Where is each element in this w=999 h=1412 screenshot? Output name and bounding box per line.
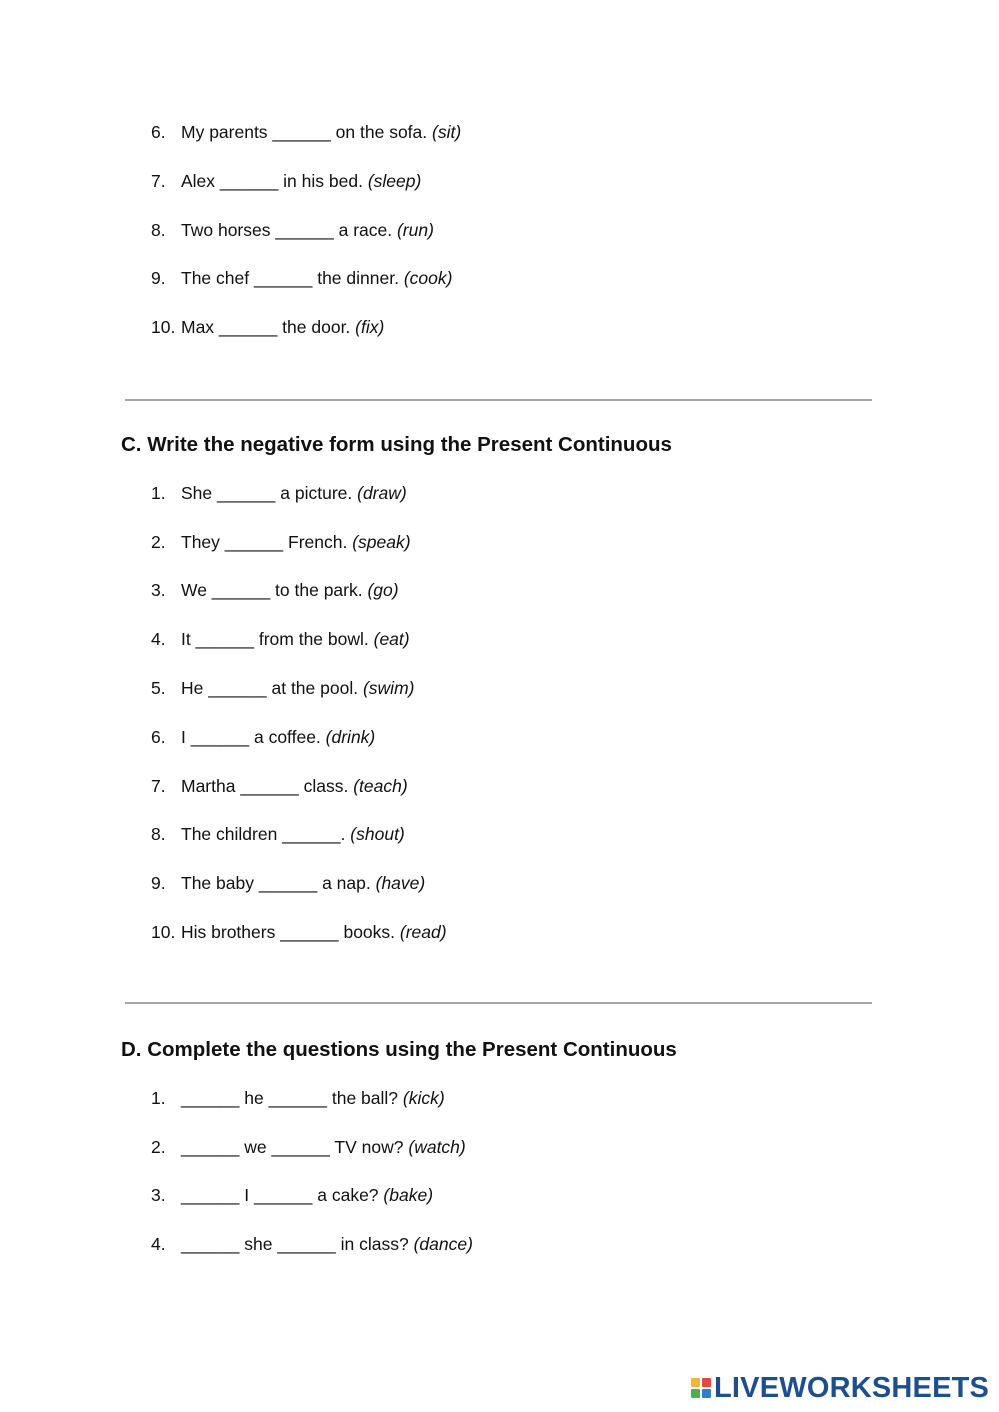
list-item — [151, 267, 452, 289]
list-item — [151, 219, 434, 241]
verb-hint: (speak) — [352, 532, 411, 552]
item-text: We ______ to the park. — [181, 580, 363, 600]
verb-hint: (cook) — [403, 268, 453, 288]
verb-hint: (sleep) — [367, 171, 422, 191]
item-text: It ______ from the bowl. — [181, 629, 369, 649]
list-item — [151, 1087, 445, 1109]
verb-hint: (sit) — [432, 122, 462, 142]
list-item — [151, 1184, 433, 1206]
logo-text: LIVEWORKSHEETS — [714, 1372, 990, 1404]
item-number: 6. — [151, 122, 166, 142]
section-divider — [125, 399, 872, 401]
item-number: 3. — [151, 1185, 166, 1205]
item-number: 6. — [151, 727, 166, 747]
verb-hint: (drink) — [325, 727, 376, 747]
item-text: The baby ______ a nap. — [181, 873, 371, 893]
verb-hint: (swim) — [362, 678, 415, 698]
item-number: 8. — [151, 824, 166, 844]
logo-square-icon — [702, 1378, 711, 1387]
verb-hint: (fix) — [355, 317, 385, 337]
section-divider — [125, 1002, 872, 1004]
list-item — [151, 531, 411, 553]
item-text: I ______ a coffee. — [181, 727, 321, 747]
item-text: They ______ French. — [181, 532, 348, 552]
item-text: ______ she ______ in class? — [181, 1234, 409, 1254]
list-item — [151, 482, 407, 504]
verb-hint: (dance) — [413, 1234, 473, 1254]
item-number: 9. — [151, 268, 166, 288]
item-text: Two horses ______ a race. — [181, 220, 393, 240]
list-item — [151, 170, 421, 192]
verb-hint: (have) — [375, 873, 426, 893]
section-d-title: D. Complete the questions using the Present Continuous — [121, 1038, 677, 1061]
item-text: Max ______ the door. — [181, 317, 351, 337]
item-number: 7. — [151, 776, 166, 796]
list-item — [151, 823, 405, 845]
verb-hint: (teach) — [353, 776, 408, 796]
logo-grid-icon — [691, 1378, 711, 1398]
list-item — [151, 872, 425, 894]
list-item — [151, 1136, 466, 1158]
item-text: He ______ at the pool. — [181, 678, 359, 698]
item-number: 5. — [151, 678, 166, 698]
verb-hint: (read) — [399, 922, 447, 942]
list-item — [151, 628, 410, 650]
list-item — [151, 921, 447, 943]
item-number: 2. — [151, 532, 166, 552]
section-c-title: C. Write the negative form using the Present Continuous — [121, 433, 672, 456]
item-number: 10. — [151, 317, 176, 337]
verb-hint: (run) — [396, 220, 434, 240]
verb-hint: (bake) — [383, 1185, 434, 1205]
list-item — [151, 677, 414, 699]
verb-hint: (kick) — [402, 1088, 445, 1108]
item-number: 1. — [151, 1088, 166, 1108]
item-text: Martha ______ class. — [181, 776, 349, 796]
item-text: The chef ______ the dinner. — [181, 268, 399, 288]
item-text: His brothers ______ books. — [181, 922, 396, 942]
item-number: 2. — [151, 1137, 166, 1157]
item-number: 7. — [151, 171, 166, 191]
list-item — [151, 726, 375, 748]
item-text: ______ we ______ TV now? — [181, 1137, 404, 1157]
verb-hint: (draw) — [357, 483, 407, 503]
item-text: Alex ______ in his bed. — [181, 171, 363, 191]
item-text: My parents ______ on the sofa. — [181, 122, 428, 142]
verb-hint: (watch) — [408, 1137, 466, 1157]
item-number: 10. — [151, 922, 176, 942]
verb-hint: (eat) — [373, 629, 410, 649]
logo-square-icon — [702, 1389, 711, 1398]
item-text: She ______ a picture. — [181, 483, 353, 503]
item-text: ______ he ______ the ball? — [181, 1088, 399, 1108]
list-item — [151, 121, 461, 143]
item-number: 8. — [151, 220, 166, 240]
item-number: 9. — [151, 873, 166, 893]
verb-hint: (shout) — [350, 824, 405, 844]
list-item — [151, 316, 384, 338]
list-item — [151, 579, 399, 601]
logo-square-icon — [691, 1378, 700, 1387]
item-number: 1. — [151, 483, 166, 503]
logo-square-icon — [691, 1389, 700, 1398]
list-item — [151, 775, 408, 797]
item-number: 4. — [151, 1234, 166, 1254]
item-text: ______ I ______ a cake? — [181, 1185, 379, 1205]
item-number: 4. — [151, 629, 166, 649]
item-text: The children ______. — [181, 824, 346, 844]
list-item — [151, 1233, 473, 1255]
liveworksheets-logo[interactable] — [691, 1373, 989, 1403]
item-number: 3. — [151, 580, 166, 600]
verb-hint: (go) — [367, 580, 399, 600]
